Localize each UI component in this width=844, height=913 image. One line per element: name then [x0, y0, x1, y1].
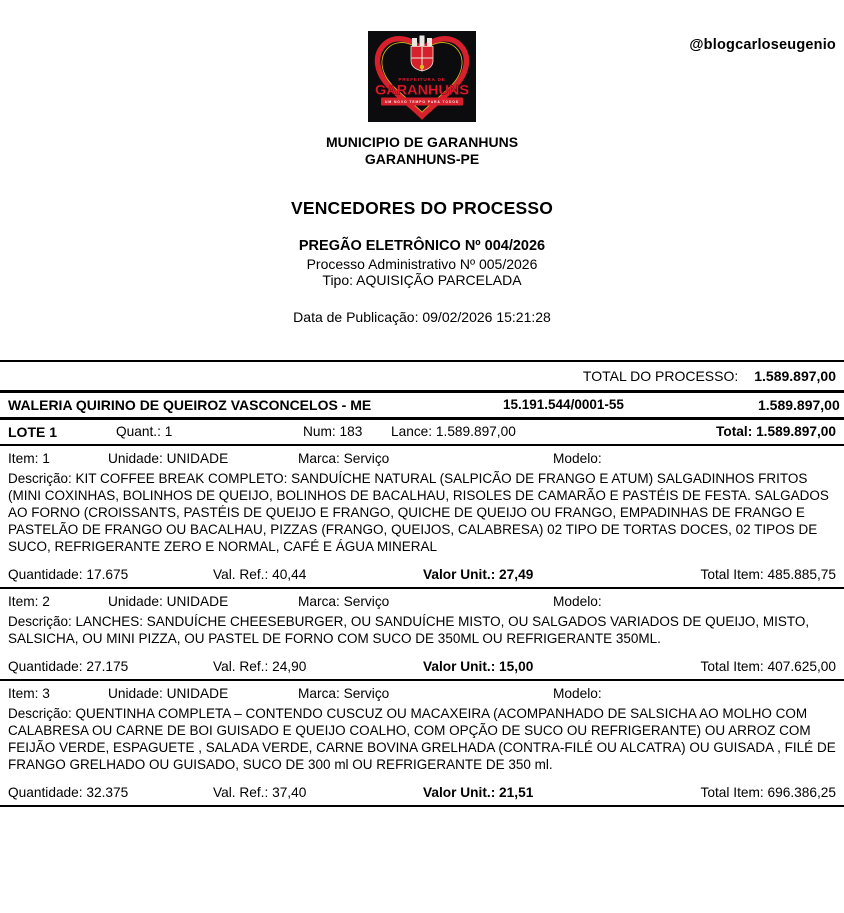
- item-marca: Marca: Serviço: [298, 451, 390, 466]
- processo-administrativo: Processo Administrativo Nº 005/2026: [306, 256, 538, 272]
- winner-total: 1.589.897,00: [758, 397, 840, 413]
- municipality-state: GARANHUNS-PE: [364, 150, 480, 167]
- item-section: [0, 681, 844, 807]
- tipo-aquisicao: Tipo: AQUISIÇÃO PARCELADA: [322, 272, 522, 288]
- item-marca: Marca: Serviço: [298, 594, 390, 609]
- prefeitura-logo-icon: [368, 31, 476, 122]
- garanhuns-logo-text: GARANHUNS: [375, 82, 469, 98]
- item-number: Item: 1: [8, 451, 50, 466]
- item-valor-unit: Valor Unit.: 21,51: [423, 785, 534, 800]
- process-total-value: 1.589.897,00: [754, 368, 836, 384]
- item-val-ref: Val. Ref.: 24,90: [213, 659, 307, 674]
- item-total: Total Item: 485.885,75: [700, 567, 836, 582]
- lote-row: [0, 420, 844, 444]
- item-descricao: Descrição: LANCHES: SANDUÍCHE CHEESEBURGER, OU SANDUÍCHE MISTO, OU SALGADOS VARIADOS DE QUEIJO, MISTO, SALSICHA, OU MINI PIZZA, OU PASTEL DE FORNO COM SUCO DE 350ML OU REFRIGERANTE 350ML.: [8, 614, 810, 646]
- item-quantidade: Quantidade: 27.175: [8, 659, 129, 674]
- item-marca: Marca: Serviço: [298, 686, 390, 701]
- item-quantidade: Quantidade: 17.675: [8, 567, 129, 582]
- slogan-banner: [381, 98, 463, 106]
- item-number: Item: 3: [8, 686, 50, 701]
- item-values-row: [0, 654, 844, 679]
- item-quantidade: Quantidade: 32.375: [8, 785, 129, 800]
- item-val-ref: Val. Ref.: 37,40: [213, 785, 307, 800]
- item-unidade: Unidade: UNIDADE: [108, 686, 229, 701]
- process-total-row: [0, 362, 844, 390]
- item-modelo: Modelo:: [553, 686, 602, 701]
- pregao-number: PREGÃO ELETRÔNICO Nº 004/2026: [298, 238, 546, 254]
- municipality-name: MUNICIPIO DE GARANHUNS: [325, 134, 519, 150]
- item-header-row: [0, 589, 844, 612]
- results-table: [0, 360, 844, 807]
- item-section: [0, 446, 844, 589]
- item-section: [0, 589, 844, 681]
- item-number: Item: 2: [8, 594, 50, 609]
- item-valor-unit: Valor Unit.: 15,00: [423, 659, 534, 674]
- lote-label: LOTE 1: [8, 424, 58, 440]
- item-modelo: Modelo:: [553, 594, 602, 609]
- lote-lance: Lance: 1.589.897,00: [391, 424, 516, 439]
- slogan-text: UM NOVO TEMPO PARA TODOS: [385, 100, 459, 105]
- data-publicacao: Data de Publicação: 09/02/2026 15:21:28: [293, 309, 551, 325]
- item-header-row: [0, 681, 844, 704]
- process-total-label: TOTAL DO PROCESSO:: [582, 368, 739, 384]
- winner-cnpj: 15.191.544/0001-55: [503, 397, 624, 412]
- item-unidade: Unidade: UNIDADE: [108, 451, 229, 466]
- item-values-row: [0, 562, 844, 587]
- winner-name: WALERIA QUIRINO DE QUEIROZ VASCONCELOS - ME: [8, 397, 372, 413]
- item-unidade: Unidade: UNIDADE: [108, 594, 229, 609]
- item-values-row: [0, 780, 844, 805]
- item-descricao: Descrição: KIT COFFEE BREAK COMPLETO: SANDUÍCHE NATURAL (SALPICÃO DE FRANGO E ATUM) SALGADINHOS FRITOS (MINI COXINHAS, BOLINHOS DE QUEIJO, BOLINHOS DE BACALHAU, RISOLES DE CAMARÃO E PASTÉIS DE FESTA. SALGADOS AO FORNO (CROISSANTS, PASTÉIS DE QUEIJO E FRANGO, QUICHE DE QUEIJO OU FRANGO, EMPADINHAS DE FRANGO E PASTELÃO DE FRANGO OU BACALHAU, PIZZAS (FRANGO, QUEIJOS, CALABRESA) 02 TIPO DE TORTAS DOCES, 02 TIPOS DE SUCO, REFRIGERANTE ZERO E NORMAL, CAFÉ E ÁGUA MINERAL: [8, 471, 829, 554]
- item-modelo: Modelo:: [553, 451, 602, 466]
- item-descricao: Descrição: QUENTINHA COMPLETA – CONTENDO CUSCUZ OU MACAXEIRA (ACOMPANHADO DE SALSICHA AO MOLHO COM CALABRESA OU CARNE DE BOI GUISADO E QUEIJO COALHO, COM OPÇÃO DE SUCO OU REFRIGERANTE) OU ARROZ COM FEIJÃO VERDE, ESPAGUETE , SALADA VERDE, CARNE BOVINA GRELHADA (CONTRA-FILÉ OU ALCATRA) OU GUISADA , FILÉ DE FRANGO GRELHADO OU GUISADO, SUCO DE 300 ml OU REFRIGERANTE DE 350 ml.: [8, 706, 836, 772]
- item-total: Total Item: 407.625,00: [700, 659, 836, 674]
- prefeitura-garanhuns-logo: [368, 31, 476, 122]
- city-crest-icon: [411, 36, 433, 72]
- divider: [0, 805, 844, 807]
- item-val-ref: Val. Ref.: 40,44: [213, 567, 307, 582]
- prefeitura-de-label: PREFEITURA DE: [398, 77, 446, 82]
- winner-row: [0, 393, 844, 417]
- lote-quant: Quant.: 1: [116, 424, 173, 439]
- item-total: Total Item: 696.386,25: [700, 785, 836, 800]
- item-header-row: [0, 446, 844, 469]
- lote-total: Total: 1.589.897,00: [716, 424, 836, 439]
- page-title: VENCEDORES DO PROCESSO: [290, 198, 554, 218]
- lote-num: Num: 183: [303, 424, 363, 439]
- blog-watermark: @blogcarloseugenio: [689, 37, 836, 53]
- item-valor-unit: Valor Unit.: 27,49: [423, 567, 534, 582]
